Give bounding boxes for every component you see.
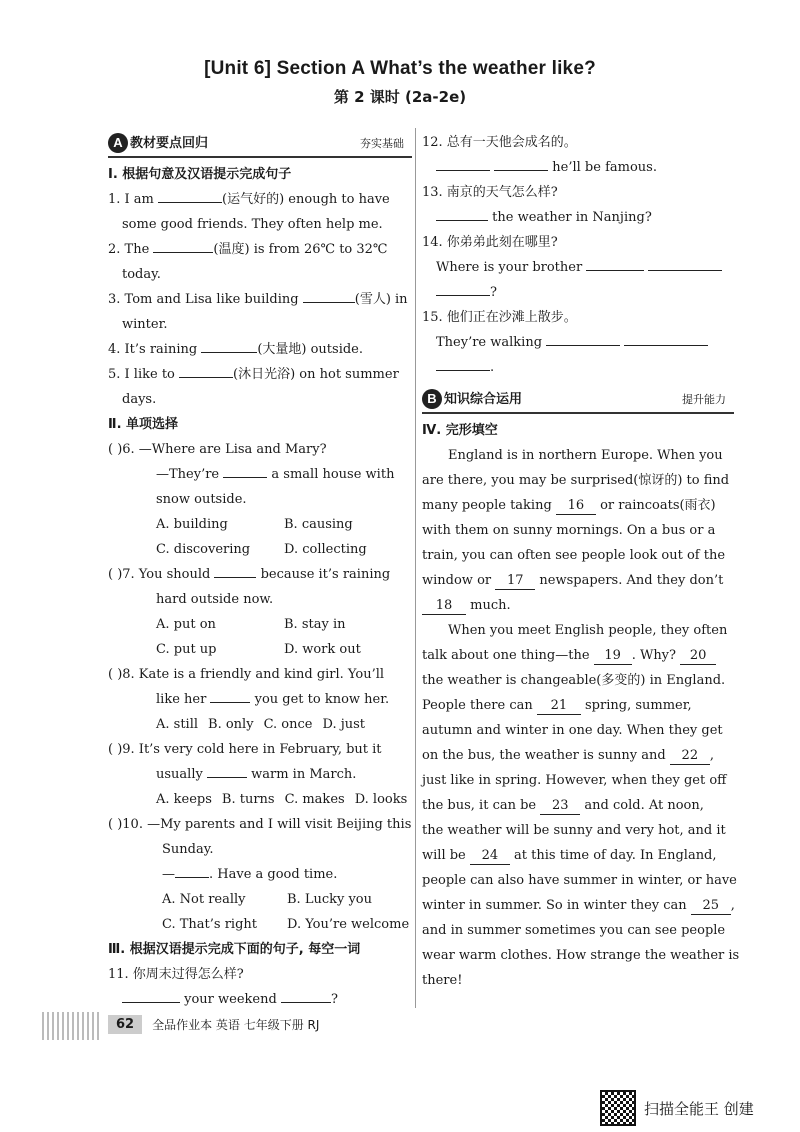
q15-blank-1[interactable] bbox=[546, 331, 620, 346]
q1-cont: some good friends. They often help me. bbox=[122, 217, 383, 232]
cloze-line: train, you can often see people look out of the bbox=[422, 548, 726, 563]
cloze-blank-16[interactable]: 16 bbox=[556, 498, 596, 515]
cloze-line: and in summer sometimes you can see people bbox=[422, 923, 726, 938]
q6-stem: ( )6. —Where are Lisa and Mary? bbox=[108, 442, 327, 457]
section-b-header bbox=[422, 386, 734, 414]
cloze-blank-24[interactable]: 24 bbox=[470, 848, 510, 865]
q6-options-row1 bbox=[108, 512, 412, 537]
right-column bbox=[422, 130, 740, 993]
q2-cont: today. bbox=[122, 267, 161, 282]
q3-blank[interactable] bbox=[303, 288, 355, 303]
cloze-line: talk about one thing—the 19 . Why? 20 bbox=[422, 643, 734, 668]
q13-english: the weather in Nanjing? bbox=[422, 205, 734, 230]
q3-cont: winter. bbox=[122, 317, 168, 332]
q10-stem: ( )10. —My parents and I will visit Beijing this bbox=[108, 817, 412, 832]
cloze-line: When you meet English people, they often bbox=[448, 623, 728, 638]
q14-english-cont: ? bbox=[422, 280, 734, 305]
section-a-badge: A bbox=[108, 133, 128, 153]
part2-heading: Ⅱ. 单项选择 bbox=[108, 417, 179, 432]
part1-heading: Ⅰ. 根据句意及汉语提示完成句子 bbox=[108, 167, 292, 182]
q8-line2: like her you get to know her. bbox=[108, 687, 412, 712]
cloze-line: many people taking 16 or raincoats(雨衣) bbox=[422, 498, 716, 513]
page-edge-stripes bbox=[42, 1012, 102, 1040]
cloze-line: the bus, it can be 23 and cold. At noon, bbox=[422, 798, 704, 813]
book-info: 全品作业本 英语 七年级下册 RJ bbox=[152, 1018, 320, 1032]
q15-blank-3[interactable] bbox=[436, 356, 490, 371]
q11-english: your weekend ? bbox=[108, 987, 412, 1012]
cloze-line: winter in summer. So in winter they can 25 , bbox=[422, 898, 735, 913]
q4-blank[interactable] bbox=[201, 338, 257, 353]
q5-line: 5. I like to (沐日光浴) on hot summer bbox=[108, 362, 412, 387]
q6-options-row2 bbox=[108, 537, 412, 562]
q9-option-a[interactable]: A. keeps bbox=[156, 792, 212, 807]
part4-heading: Ⅳ. 完形填空 bbox=[422, 423, 498, 438]
q10-option-b[interactable]: B. Lucky you bbox=[287, 892, 373, 907]
q15-english-cont: . bbox=[422, 355, 734, 380]
cloze-blank-21[interactable]: 21 bbox=[537, 698, 581, 715]
q1-line: 1. I am (运气好的) enough to have bbox=[108, 187, 412, 212]
q7-options-row1 bbox=[108, 612, 412, 637]
qr-code-icon bbox=[600, 1090, 636, 1126]
q9-blank[interactable] bbox=[207, 763, 247, 778]
cloze-line: the weather is changeable(多变的) in England. bbox=[422, 673, 726, 688]
section-a-title: 教材要点回归 bbox=[130, 135, 209, 151]
left-column bbox=[108, 130, 412, 1012]
q6-blank[interactable] bbox=[223, 463, 267, 478]
q8-stem: ( )8. Kate is a friendly and kind girl. You’ll bbox=[108, 667, 385, 682]
q8-option-b[interactable]: B. only bbox=[208, 717, 254, 732]
q9-line2: usually warm in March. bbox=[108, 762, 412, 787]
q9-stem: ( )9. It’s very cold here in February, but it bbox=[108, 742, 382, 757]
scanner-watermark bbox=[600, 1090, 754, 1126]
cloze-line: with them on sunny mornings. On a bus or a bbox=[422, 523, 716, 538]
q15-chinese: 15. 他们正在沙滩上散步。 bbox=[422, 310, 577, 325]
q8-option-d[interactable]: D. just bbox=[322, 717, 366, 732]
cloze-blank-25[interactable]: 25 bbox=[691, 898, 731, 915]
q11-blank-1[interactable] bbox=[122, 988, 180, 1003]
q7-option-d[interactable]: D. work out bbox=[284, 642, 361, 657]
q9-option-d[interactable]: D. looks bbox=[354, 792, 408, 807]
q4-line: 4. It’s raining (大量地) outside. bbox=[108, 337, 412, 362]
q7-option-a[interactable]: A. put on bbox=[156, 617, 216, 632]
q3-line: 3. Tom and Lisa like building (雪人) in bbox=[108, 287, 412, 312]
q11-chinese: 11. 你周末过得怎么样? bbox=[108, 967, 244, 982]
q7-option-c[interactable]: C. put up bbox=[156, 642, 217, 657]
q8-option-a[interactable]: A. still bbox=[156, 717, 199, 732]
q2-blank[interactable] bbox=[153, 238, 213, 253]
q14-blank-1[interactable] bbox=[586, 256, 644, 271]
q15-english: They’re walking bbox=[422, 330, 734, 355]
section-b-badge: B bbox=[422, 389, 442, 409]
q12-blank-1[interactable] bbox=[436, 156, 490, 171]
page-number: 62 bbox=[108, 1015, 142, 1034]
q10-blank[interactable] bbox=[175, 863, 209, 878]
q6-option-b[interactable]: B. causing bbox=[284, 517, 353, 532]
cloze-line: 18 much. bbox=[422, 593, 734, 618]
q14-blank-2[interactable] bbox=[648, 256, 722, 271]
q10-options-row1 bbox=[108, 887, 412, 912]
q12-english: he’ll be famous. bbox=[422, 155, 734, 180]
cloze-line: People there can 21 spring, summer, bbox=[422, 698, 692, 713]
q14-chinese: 14. 你弟弟此刻在哪里? bbox=[422, 235, 558, 250]
q10-option-a[interactable]: A. Not really bbox=[162, 892, 246, 907]
q7-option-b[interactable]: B. stay in bbox=[284, 617, 346, 632]
section-a-tag: 夯实基础 bbox=[360, 136, 404, 150]
column-divider bbox=[415, 128, 416, 1008]
q12-chinese: 12. 总有一天他会成名的。 bbox=[422, 135, 577, 150]
q13-chinese: 13. 南京的天气怎么样? bbox=[422, 185, 558, 200]
cloze-line: autumn and winter in one day. When they get bbox=[422, 723, 723, 738]
cloze-line: on the bus, the weather is sunny and 22 , bbox=[422, 748, 714, 763]
q6-line2: —They’re a small house with bbox=[108, 462, 412, 487]
cloze-line: people can also have summer in winter, or have bbox=[422, 873, 737, 888]
cloze-line: window or 17 newspapers. And they don’t bbox=[422, 573, 724, 588]
cloze-blank-19[interactable]: 19 bbox=[594, 648, 632, 665]
q6-option-c[interactable]: C. discovering bbox=[156, 542, 251, 557]
cloze-line: are there, you may be surprised(惊讶的) to find bbox=[422, 473, 730, 488]
q14-blank-3[interactable] bbox=[436, 281, 490, 296]
q15-blank-2[interactable] bbox=[624, 331, 708, 346]
section-b-title: 知识综合运用 bbox=[444, 391, 523, 407]
cloze-line: just like in spring. However, when they get off bbox=[422, 773, 727, 788]
q10-option-c[interactable]: C. That’s right bbox=[162, 917, 257, 932]
cloze-blank-23[interactable]: 23 bbox=[540, 798, 580, 815]
q10-line2: Sunday. bbox=[162, 842, 214, 857]
q13-blank[interactable] bbox=[436, 206, 488, 221]
q5-blank[interactable] bbox=[179, 363, 233, 378]
q7-options-row2 bbox=[108, 637, 412, 662]
q12-blank-2[interactable] bbox=[494, 156, 548, 171]
q8-options bbox=[108, 712, 412, 737]
cloze-line: England is in northern Europe. When you bbox=[448, 448, 723, 463]
q10-line3: — . Have a good time. bbox=[108, 862, 412, 887]
section-a-header bbox=[108, 130, 412, 158]
q9-option-c[interactable]: C. makes bbox=[284, 792, 345, 807]
q7-line2: hard outside now. bbox=[156, 592, 274, 607]
page-title: [Unit 6] Section A What’s the weather like? bbox=[204, 58, 596, 79]
cloze-line: will be 24 at this time of day. In England, bbox=[422, 848, 717, 863]
page-footer bbox=[108, 1015, 319, 1034]
q11-blank-2[interactable] bbox=[281, 988, 331, 1003]
q6-line3: snow outside. bbox=[156, 492, 247, 507]
q8-blank[interactable] bbox=[210, 688, 250, 703]
q7-stem: ( )7. You should because it’s raining bbox=[108, 562, 412, 587]
q10-option-d[interactable]: D. You’re welcome bbox=[287, 917, 410, 932]
q5-cont: days. bbox=[122, 392, 157, 407]
q8-option-c[interactable]: C. once bbox=[263, 717, 313, 732]
cloze-blank-18[interactable]: 18 bbox=[422, 598, 466, 615]
q9-option-b[interactable]: B. turns bbox=[221, 792, 275, 807]
cloze-passage bbox=[422, 443, 740, 993]
q10-options-row2 bbox=[108, 912, 412, 937]
lesson-subtitle: 第 2 课时 (2a-2e) bbox=[333, 88, 467, 106]
q1-blank[interactable] bbox=[158, 188, 222, 203]
q6-option-d[interactable]: D. collecting bbox=[284, 542, 367, 557]
watermark-text: 扫描全能王 创建 bbox=[644, 1099, 754, 1118]
q6-option-a[interactable]: A. building bbox=[156, 517, 228, 532]
q2-line: 2. The (温度) is from 26℃ to 32℃ bbox=[108, 237, 412, 262]
q14-english: Where is your brother bbox=[422, 255, 734, 280]
section-b-tag: 提升能力 bbox=[682, 392, 726, 406]
cloze-line: there! bbox=[422, 973, 463, 988]
q7-blank[interactable] bbox=[214, 563, 256, 578]
cloze-line: the weather will be sunny and very hot, and it bbox=[422, 823, 726, 838]
cloze-blank-20[interactable]: 20 bbox=[680, 648, 716, 665]
q9-options bbox=[108, 787, 412, 812]
part3-heading: Ⅲ. 根据汉语提示完成下面的句子, 每空一词 bbox=[108, 942, 361, 957]
cloze-blank-17[interactable]: 17 bbox=[495, 573, 535, 590]
cloze-line: wear warm clothes. How strange the weather is bbox=[422, 948, 740, 963]
cloze-blank-22[interactable]: 22 bbox=[670, 748, 710, 765]
